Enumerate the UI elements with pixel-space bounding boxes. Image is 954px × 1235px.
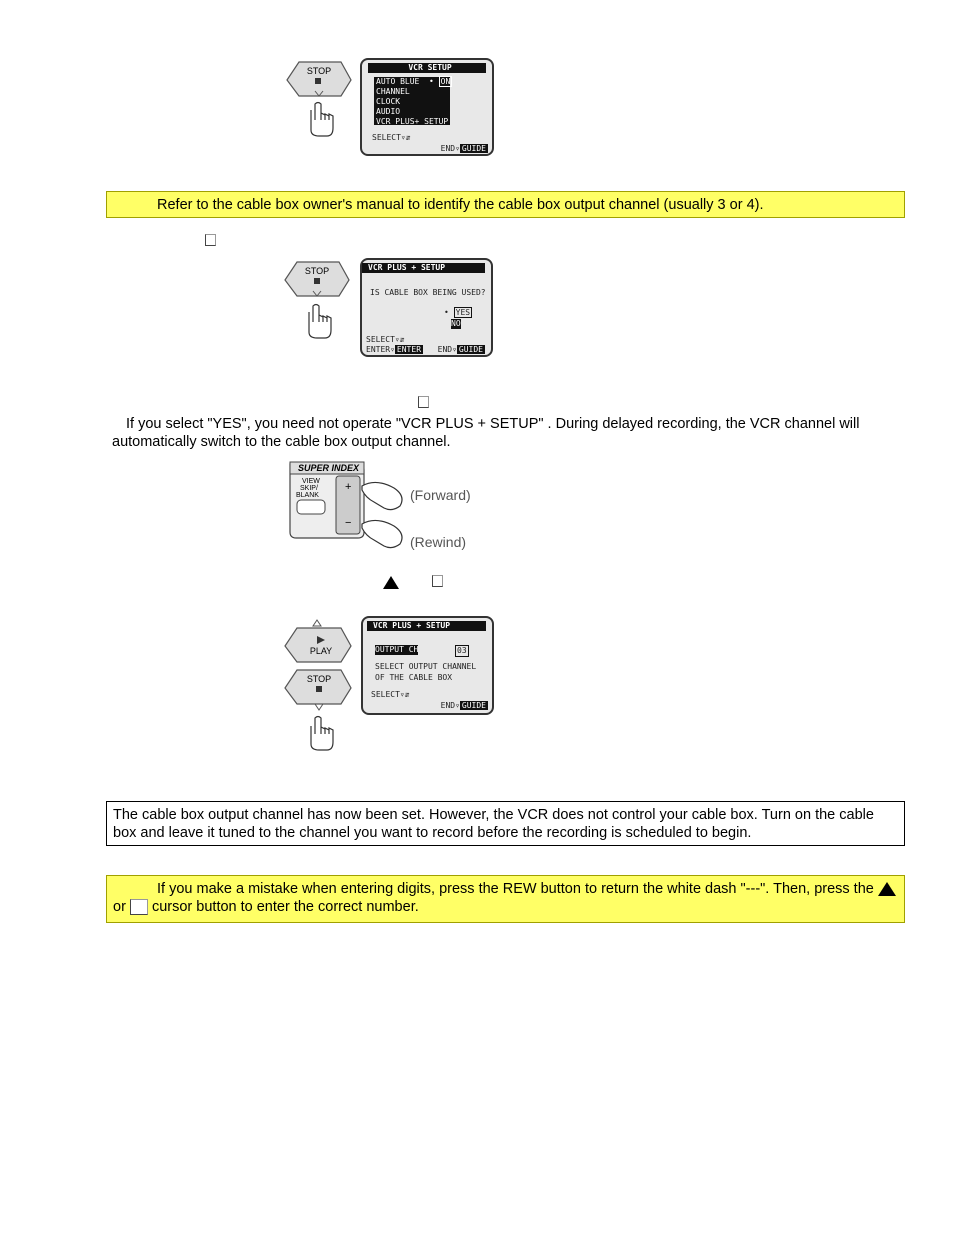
select-text: SELECT — [372, 133, 401, 142]
super-index-illustration — [288, 460, 488, 556]
menu-item-clock: CLOCK — [376, 97, 401, 106]
select-text: SELECT — [366, 335, 395, 344]
minus-label: − — [345, 517, 352, 529]
menu-item-vcr-plus-setup: VCR PLUS+ SETUP — [376, 117, 449, 126]
guide-key: GUIDE — [461, 701, 486, 710]
hand-pointer-icon — [309, 305, 331, 339]
cursor-button-icon — [432, 575, 443, 587]
output-ch-value: 03 — [457, 646, 467, 655]
screen-title: VCR PLUS + SETUP — [362, 263, 485, 273]
view-label: VIEW — [302, 478, 320, 485]
menu-item-audio: AUDIO — [376, 107, 401, 116]
hand-pointer-icon — [362, 520, 402, 547]
skip-label: SKIP/ — [300, 485, 318, 492]
cursor-button-icon — [418, 396, 429, 408]
cursor-button-icon — [130, 899, 148, 915]
note-cable-box-set — [106, 801, 905, 846]
plus-label: + — [345, 481, 352, 493]
play-stop-buttons-illustration — [283, 618, 357, 754]
forward-label: (Forward) — [410, 487, 471, 503]
auto-blue-value: ON — [440, 77, 451, 86]
select-output-line2: OF THE CABLE BOX — [375, 673, 453, 682]
super-index-title: SUPER INDEX — [298, 463, 360, 473]
note-cable-box-manual — [106, 191, 905, 218]
note-text: Refer to the cable box owner's manual to identify the cable box output channel (usually 3 or 4). — [157, 197, 764, 213]
screen-title: VCR SETUP — [368, 63, 486, 73]
enter-key: ENTER — [396, 345, 422, 354]
note-text: The cable box output channel has now been set. However, the VCR does not control your cable box. Turn on the cable box and leave it tuned to the channel you want to record before the recording is scheduled to begin. — [113, 807, 874, 841]
guide-key: GUIDE — [461, 144, 486, 153]
cable-box-question-screen: VCR PLUS + SETUP IS CABLE BOX BEING USED? • YES NO SELECT▿⇵ ENTER▿ ENTER END▿ GUIDE — [360, 258, 493, 357]
yes-option: YES — [455, 308, 471, 317]
menu-item-channel: CHANNEL — [376, 87, 410, 96]
note-text-part2: cursor button to enter the correct number. — [151, 899, 419, 915]
question-text: IS CABLE BOX BEING USED? — [370, 288, 486, 297]
stop-label: STOP — [304, 266, 330, 276]
hand-pointer-icon — [311, 103, 333, 137]
hand-pointer-icon — [362, 482, 402, 509]
no-option: NO — [451, 319, 461, 328]
select-text: SELECT — [371, 690, 400, 699]
note-text-or: or — [113, 899, 126, 915]
end-text: END — [440, 144, 456, 153]
output-ch-label: OUTPUT CH — [375, 645, 419, 654]
screen-title: VCR PLUS + SETUP — [367, 621, 486, 631]
blank-label: BLANK — [296, 492, 319, 499]
menu-item-auto-blue: AUTO BLUE — [376, 77, 420, 86]
guide-key: GUIDE — [458, 345, 483, 354]
stop-label: STOP — [306, 66, 332, 76]
stop-button-illustration — [283, 258, 355, 340]
up-arrow-icon — [878, 882, 896, 896]
vcr-setup-screen: VCR SETUP AUTO BLUE • ON CHANNEL CLOCK AUDIO VCR PLUS+ SETUP SELECT▿⇵ END▿ GUIDE — [360, 58, 494, 156]
output-channel-screen: VCR PLUS + SETUP OUTPUT CH 03 SELECT OUTPUT CHANNEL OF THE CABLE BOX SELECT▿⇵ END▿ GUIDE — [361, 616, 494, 715]
enter-text: ENTER — [366, 345, 391, 354]
hand-pointer-icon — [311, 717, 333, 751]
paragraph-yes-info: If you select "YES", you need not operate "VCR PLUS + SETUP" . During delayed recording, the VCR channel will automatically switch to the cable box output channel. — [112, 416, 860, 450]
play-label: PLAY — [309, 646, 333, 656]
select-arrows-icon: ▿⇵ — [400, 133, 411, 142]
rewind-label: (Rewind) — [410, 534, 467, 550]
select-output-line1: SELECT OUTPUT CHANNEL — [375, 662, 477, 671]
note-mistake-digits — [106, 875, 905, 923]
end-text: END — [440, 701, 456, 710]
stop-button-illustration — [285, 58, 355, 138]
up-arrow-icon — [383, 576, 399, 589]
cursor-button-icon — [205, 234, 216, 246]
note-text-part1: If you make a mistake when entering digits, press the REW button to return the white dash "---". Then, press the — [157, 881, 874, 897]
stop-label: STOP — [306, 674, 332, 684]
end-text: END — [437, 345, 453, 354]
